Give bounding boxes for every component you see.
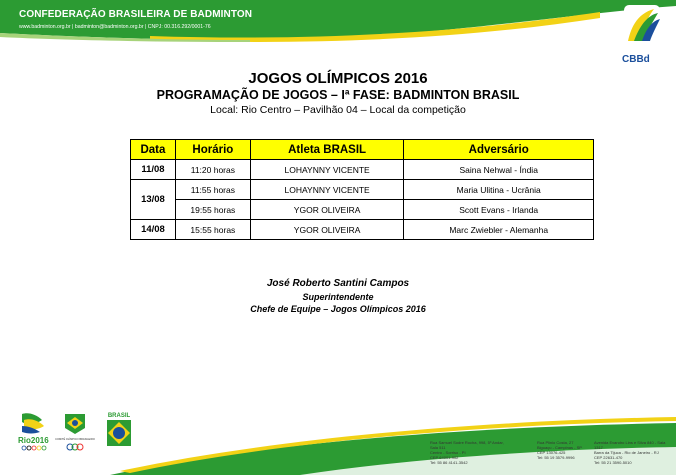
cell-athlete: LOHAYNNY VICENTE — [250, 180, 404, 200]
header-athlete: Atleta BRASIL — [250, 140, 404, 160]
signatory-team-role: Chefe de Equipe – Jogos Olímpicos 2016 — [250, 304, 426, 314]
organization-name: CONFEDERAÇÃO BRASILEIRA DE BADMINTON — [19, 9, 253, 20]
document-subtitle: PROGRAMAÇÃO DE JOGOS – Iª FASE: BADMINTON BRASIL — [156, 88, 520, 102]
cell-opponent: Marc Zwiebler - Alemanha — [404, 220, 594, 240]
rio2016-logo-icon — [16, 410, 50, 452]
cell-athlete: LOHAYNNY VICENTE — [250, 160, 404, 180]
header-opponent: Adversário — [404, 140, 594, 160]
table-row — [131, 200, 594, 220]
games-schedule-table — [130, 139, 594, 240]
document-title: JOGOS OLÍMPICOS 2016 — [248, 70, 428, 87]
signatory-name: José Roberto Santini Campos — [266, 278, 410, 289]
header-time: Horário — [175, 140, 250, 160]
page-header — [0, 0, 676, 46]
cell-athlete: YGOR OLIVEIRA — [250, 220, 404, 240]
document-location: Local: Rio Centro – Pavilhão 04 – Local da competição — [210, 104, 466, 116]
organization-contact: www.badminton.org.br | badminton@badminton.org.br | CNPJ: 00.316.292/0001-76 — [19, 24, 211, 30]
cob-logo-text: COMITÊ OLÍMPICO BRASILEIRO — [55, 438, 95, 441]
cbbd-logo-text: CBBd — [622, 54, 650, 65]
cell-date: 14/08 — [131, 220, 176, 240]
cell-date: 13/08 — [131, 180, 176, 220]
brasil-logo-text: BRASIL — [107, 413, 131, 419]
brasil-logo-icon — [104, 410, 134, 450]
footer-address: Avenida Evandro Lins e Silva 840 - Sala 1317 Barra da Tijuca - Rio de Janeiro - RJ CEP 22631-470 Tel: 55 21 3590-5010 — [594, 440, 666, 465]
cell-time: 19:55 horas — [175, 200, 250, 220]
cell-time: 11:20 horas — [175, 160, 250, 180]
cell-time: 11:55 horas — [175, 180, 250, 200]
cell-opponent: Scott Evans - Irlanda — [404, 200, 594, 220]
footer-address: Rua Samuel Sodre Rocha, 998, 5º Andar, Sala 511 Centro - Sorriso - PI CEP 64001-902 Tel: 55 86 4141-3542 — [430, 440, 504, 465]
table-row — [131, 160, 594, 180]
cell-opponent: Saina Nehwal - Índia — [404, 160, 594, 180]
header-date: Data — [131, 140, 176, 160]
cell-athlete: YGOR OLIVEIRA — [250, 200, 404, 220]
cob-logo-icon — [55, 412, 95, 454]
signatory-role: Superintendente — [302, 292, 374, 302]
table-row — [131, 180, 594, 200]
cell-time: 15:55 horas — [175, 220, 250, 240]
table-header-row — [131, 140, 594, 160]
footer-address: Rua Plinio Costa, 27 Biguaçu - Campinas - SP CEP 13076-425 Tel: 55 19 3579-9996 — [537, 440, 582, 460]
header-wave-graphic — [0, 0, 676, 46]
cell-date: 11/08 — [131, 160, 176, 180]
cell-opponent: Maria Ulitina - Ucrânia — [404, 180, 594, 200]
table-row — [131, 220, 594, 240]
rio2016-logo-text: Rio2016 — [18, 436, 49, 445]
